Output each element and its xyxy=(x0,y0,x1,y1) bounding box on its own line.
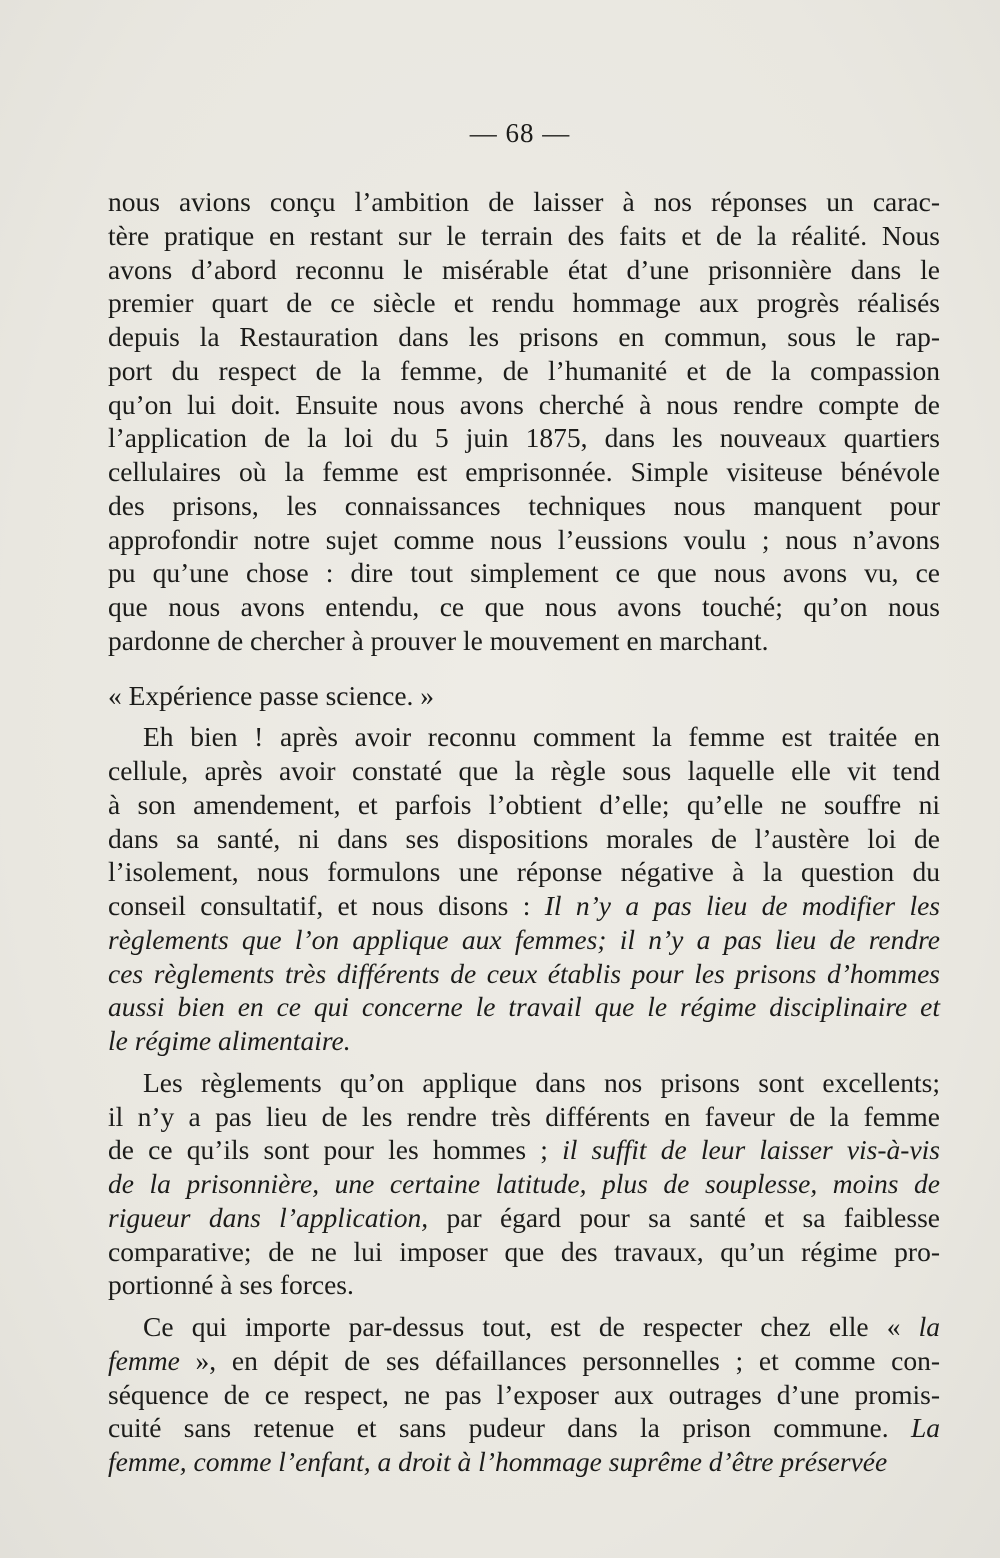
text-line xyxy=(108,679,940,713)
paragraph-gap xyxy=(108,1058,940,1066)
text-line xyxy=(108,855,940,889)
text-run: port du respect de la femme, de l’humanité et de la compassion xyxy=(108,354,940,386)
text-line xyxy=(108,1201,940,1235)
paragraph-p1 xyxy=(108,185,940,658)
text-run: depuis la Restauration dans les prisons en commun, sous le rap- xyxy=(108,321,940,352)
text-run: cuité sans retenue et sans pudeur dans la prison commune. xyxy=(108,1412,911,1444)
text-run: « Expérience passe science. » xyxy=(108,679,435,711)
italic-text: femme xyxy=(108,1344,180,1376)
text-run: par égard pour sa santé et sa faiblesse xyxy=(428,1201,940,1233)
text-line xyxy=(108,1066,940,1100)
text-line xyxy=(108,1024,940,1058)
text-run: que nous avons entendu, ce que nous avons touché; qu’on nous xyxy=(108,591,940,622)
italic-text: aussi bien en ce qui concerne le travail que le régime disciplinaire et xyxy=(108,991,940,1023)
text-line xyxy=(108,1344,940,1378)
text-line xyxy=(108,957,940,991)
text-line xyxy=(108,1133,940,1167)
text-line xyxy=(108,1167,940,1201)
italic-text: règlements que l’on applique aux femmes; il n’y a pas lieu de rendre xyxy=(108,923,940,955)
text-run: Ce qui importe par-dessus tout, est de respecter chez elle « xyxy=(143,1311,919,1342)
text-run: l’application de la loi du 5 juin 1875, dans les nouveaux quartiers xyxy=(108,422,940,454)
text-run: des prisons, les connaissances techniques nous manquent pour xyxy=(108,489,940,521)
text-line xyxy=(108,455,940,489)
text-line xyxy=(108,624,940,658)
text-line xyxy=(108,253,940,287)
text-line xyxy=(108,556,940,590)
text-line xyxy=(108,185,940,219)
page-number: — 68 — xyxy=(469,118,571,148)
italic-text: il suffit de leur laisser vis-à-vis xyxy=(562,1134,940,1166)
text-line xyxy=(108,421,940,455)
text-line xyxy=(108,754,940,788)
italic-text: femme, comme l’enfant, a droit à l’hommage suprême d’être préservée xyxy=(108,1446,888,1477)
text-run: tère pratique en restant sur le terrain des faits et de la réalité. Nous xyxy=(108,219,940,251)
text-run: il n’y a pas lieu de les rendre très différents en faveur de la femme xyxy=(108,1100,940,1132)
text-run: séquence de ce respect, ne pas l’exposer aux outrages d’une promis- xyxy=(108,1378,940,1410)
text-line xyxy=(108,990,940,1024)
text-run: comparative; de ne lui imposer que des travaux, qu’un régime pro- xyxy=(108,1235,940,1267)
text-line xyxy=(108,523,940,557)
text-run: dans sa santé, ni dans ses dispositions morales de l’austère loi de xyxy=(108,822,940,854)
text-line xyxy=(108,388,940,422)
text-run: nous avions conçu l’ambition de laisser à nos réponses un carac- xyxy=(108,186,940,217)
paragraph-p5 xyxy=(108,1310,940,1479)
text-line xyxy=(108,1411,940,1445)
text-run: à son amendement, et parfois l’obtient d’elle; qu’elle ne souffre ni xyxy=(108,788,940,820)
text-run: approfondir notre sujet comme nous l’eussions voulu ; nous n’avons xyxy=(108,523,940,555)
paragraph-gap xyxy=(108,1302,940,1310)
text-line xyxy=(108,788,940,822)
text-line xyxy=(108,286,940,320)
text-run: de ce qu’ils sont pour les hommes ; xyxy=(108,1134,563,1166)
text-run: Eh bien ! après avoir reconnu comment la femme est traitée en xyxy=(143,721,940,753)
text-run: », en dépit de ses défaillances personnelles ; et comme con- xyxy=(179,1344,940,1376)
italic-text: ces règlements très différents de ceux établis pour les prisons d’hommes xyxy=(108,957,940,989)
italic-text: Il n’y a pas lieu de modifier les xyxy=(544,890,940,921)
text-run: portionné à ses forces. xyxy=(108,1269,354,1301)
text-run: Les règlements qu’on applique dans nos prisons sont excellents; xyxy=(143,1066,940,1098)
text-line xyxy=(108,1378,940,1412)
italic-text: La xyxy=(910,1412,940,1444)
text-line xyxy=(108,320,940,354)
paragraph-p3 xyxy=(108,720,940,1058)
text-line xyxy=(108,1268,940,1302)
paragraph-p2 xyxy=(108,679,940,713)
text-line xyxy=(108,822,940,856)
text-run: premier quart de ce siècle et rendu hommage aux progrès réalisés xyxy=(108,287,940,319)
italic-text: rigueur dans l’application, xyxy=(108,1201,429,1233)
paragraph-p4 xyxy=(108,1066,940,1302)
text-line xyxy=(108,1235,940,1269)
text-line xyxy=(108,720,940,754)
text-run: pardonne de chercher à prouver le mouvement en marchant. xyxy=(108,624,769,656)
text-line xyxy=(108,1100,940,1134)
text-run: cellule, après avoir constaté que la règle sous laquelle elle vit tend xyxy=(108,755,940,786)
text-line xyxy=(108,923,940,957)
text-run: qu’on lui doit. Ensuite nous avons cherché à nous rendre compte de xyxy=(108,388,940,420)
text-line xyxy=(108,219,940,253)
text-line xyxy=(108,1310,940,1344)
paragraph-gap xyxy=(108,658,940,679)
text-run: pu qu’une chose : dire tout simplement ce que nous avons vu, ce xyxy=(108,557,940,589)
text-run: cellulaires où la femme est emprisonnée. Simple visiteuse bénévole xyxy=(108,456,940,487)
paragraph-gap xyxy=(108,712,940,720)
text-line xyxy=(108,489,940,523)
text-run: conseil consultatif, et nous disons : xyxy=(108,890,545,921)
text-line xyxy=(108,354,940,388)
body-text xyxy=(108,185,940,1479)
text-line xyxy=(108,889,940,923)
text-run: avons d’abord reconnu le misérable état d’une prisonnière dans le xyxy=(108,253,940,285)
italic-text: la xyxy=(918,1311,940,1342)
text-line xyxy=(108,1445,940,1479)
text-run: l’isolement, nous formulons une réponse négative à la question du xyxy=(108,856,940,888)
italic-text: le régime alimentaire. xyxy=(108,1025,351,1056)
text-line xyxy=(108,590,940,624)
italic-text: de la prisonnière, une certaine latitude, plus de souplesse, moins de xyxy=(108,1168,940,1199)
